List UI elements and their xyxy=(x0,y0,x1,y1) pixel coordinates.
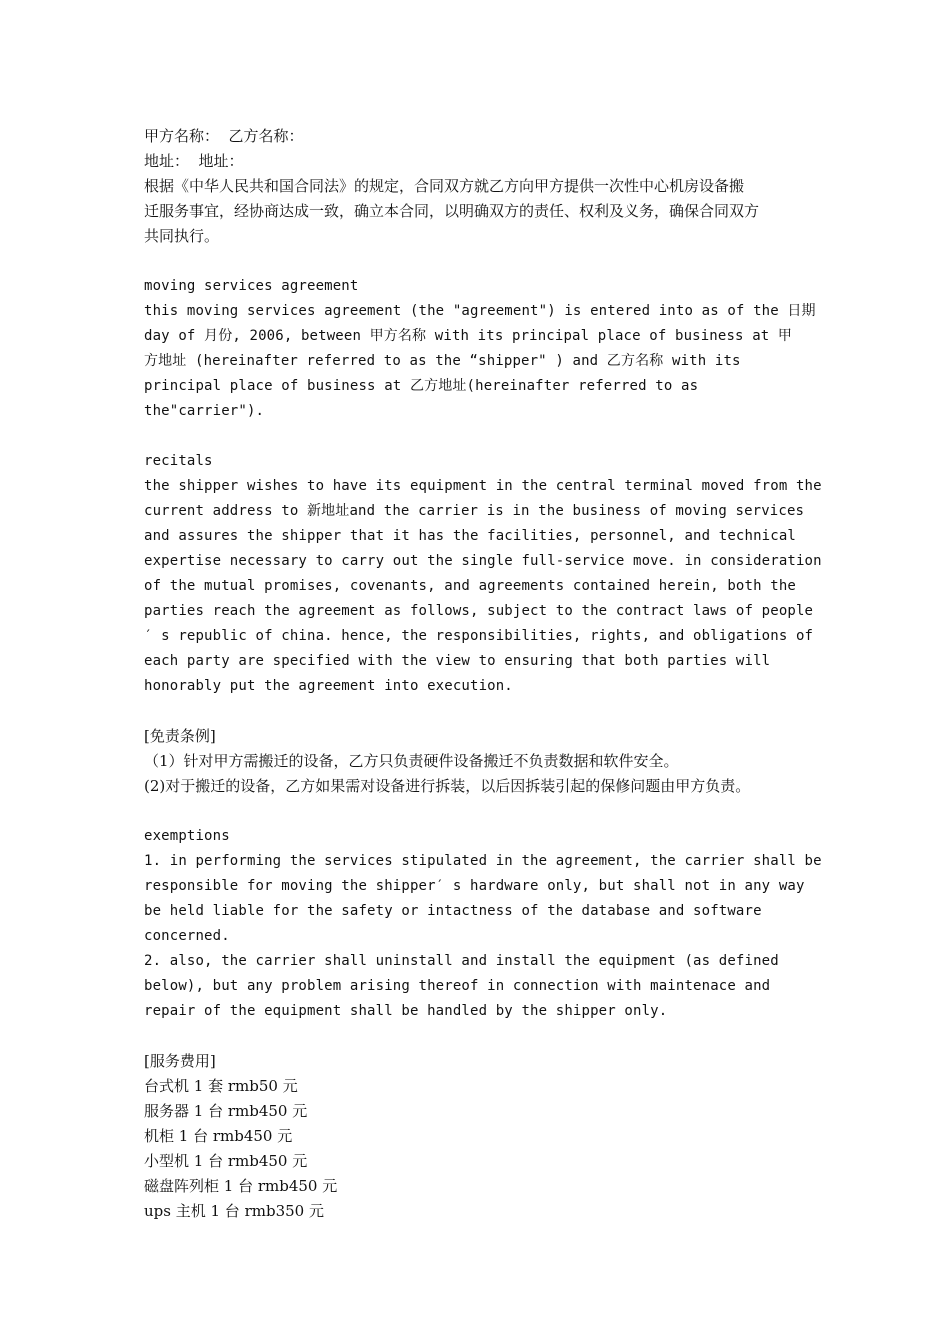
exemptions-section-en xyxy=(144,824,822,1024)
clause-line: 1. in performing the services stipulated in the agreement, the carrier shall be xyxy=(144,853,822,869)
fee-item: ups 主机 1 台 rmb350 元 xyxy=(144,1202,324,1220)
paragraph-line: expertise necessary to carry out the single full-service move. in consideration xyxy=(144,553,822,569)
clause-line: (2)对于搬迁的设备，乙方如果需对设备进行拆装，以后因拆装引起的保修问题由甲方负责。 xyxy=(144,777,751,795)
paragraph-line: 方地址 (hereinafter referred to as the “shipper" ) and 乙方名称 with its xyxy=(144,353,741,369)
addresses-line: 地址： 地址： xyxy=(144,152,244,170)
paragraph-line: ′ s republic of china. hence, the responsibilities, rights, and obligations of xyxy=(144,628,814,644)
spacer xyxy=(144,424,814,449)
agreement-section-en xyxy=(144,274,814,424)
paragraph-line: current address to 新地址and the carrier is in the business of moving services xyxy=(144,503,805,519)
fee-item: 小型机 1 台 rmb450 元 xyxy=(144,1152,308,1170)
paragraph-line: each party are specified with the view to ensuring that both parties will xyxy=(144,653,771,669)
paragraph-line: 迁服务事宜，经协商达成一致，确立本合同，以明确双方的责任、权利及义务，确保合同双方 xyxy=(144,202,760,220)
clause-line: repair of the equipment shall be handled by the shipper only. xyxy=(144,1003,668,1019)
paragraph-line: honorably put the agreement into execution. xyxy=(144,678,513,694)
clause-line: 2. also, the carrier shall uninstall and install the equipment (as defined xyxy=(144,953,779,969)
section-title: [服务费用] xyxy=(144,1052,216,1070)
document-body xyxy=(144,124,822,1224)
exemptions-section-cn xyxy=(144,724,814,799)
spacer xyxy=(144,249,814,274)
spacer xyxy=(144,799,814,824)
paragraph-line: the"carrier"). xyxy=(144,403,265,419)
clause-line: be held liable for the safety or intactness of the database and software xyxy=(144,903,762,919)
fee-item: 磁盘阵列柜 1 台 rmb450 元 xyxy=(144,1177,338,1195)
party-names-line: 甲方名称： 乙方名称： xyxy=(144,127,304,145)
fee-item: 服务器 1 台 rmb450 元 xyxy=(144,1102,308,1120)
paragraph-line: parties reach the agreement as follows, subject to the contract laws of people xyxy=(144,603,814,619)
clause-line: below), but any problem arising thereof in connection with maintenace and xyxy=(144,978,771,994)
section-title: exemptions xyxy=(144,828,230,844)
paragraph-line: principal place of business at 乙方地址(hereinafter referred to as xyxy=(144,378,699,394)
paragraph-line: 共同执行。 xyxy=(144,227,220,245)
paragraph-line: day of 月份, 2006, between 甲方名称 with its principal place of business at 甲 xyxy=(144,328,793,344)
fee-item: 机柜 1 台 rmb450 元 xyxy=(144,1127,293,1145)
paragraph-line: this moving services agreement (the "agreement") is entered into as of the 日期 xyxy=(144,303,816,319)
clause-line: （1）针对甲方需搬迁的设备，乙方只负责硬件设备搬迁不负责数据和软件安全。 xyxy=(144,752,679,770)
section-title: moving services agreement xyxy=(144,278,359,294)
fee-item: 台式机 1 套 rmb50 元 xyxy=(144,1077,298,1095)
fees-section xyxy=(144,1049,814,1224)
paragraph-line: of the mutual promises, covenants, and agreements contained herein, both the xyxy=(144,578,796,594)
section-title: [免责条例] xyxy=(144,727,216,745)
clause-line: concerned. xyxy=(144,928,230,944)
paragraph-line: 根据《中华人民共和国合同法》的规定，合同双方就乙方向甲方提供一次性中心机房设备搬 xyxy=(144,177,745,195)
recitals-section xyxy=(144,449,822,699)
paragraph-line: and assures the shipper that it has the facilities, personnel, and technical xyxy=(144,528,796,544)
intro-paragraph-cn xyxy=(144,174,814,249)
paragraph-line: the shipper wishes to have its equipment in the central terminal moved from the xyxy=(144,478,822,494)
section-title: recitals xyxy=(144,453,213,469)
spacer xyxy=(144,699,814,724)
clause-line: responsible for moving the shipper′ s hardware only, but shall not in any way xyxy=(144,878,805,894)
spacer xyxy=(144,1024,814,1049)
